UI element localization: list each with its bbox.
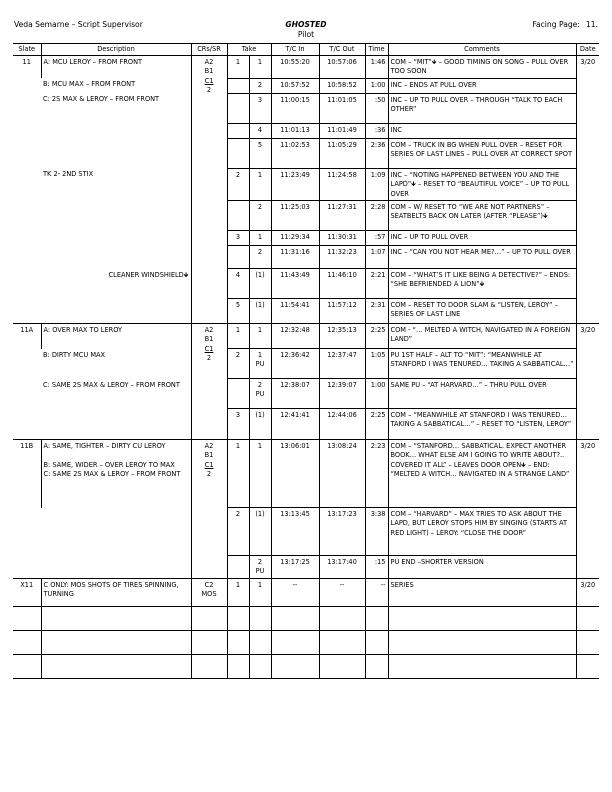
show-subtitle: Pilot [297, 30, 315, 39]
setup-number: 2 [227, 349, 249, 379]
take-row [13, 93, 599, 123]
shot-description: A: OVER MAX TO LEROY [41, 324, 191, 349]
camera-roll: A2 [204, 58, 214, 66]
tc-in: 11:54:41 [271, 299, 319, 324]
take-comments: COM – RESET TO DOOR SLAM & “LISTEN, LEROY” – SERIES OF LAST LINE [388, 299, 576, 324]
camera-roll: MOS [201, 590, 217, 599]
facing-page-label: Facing Page: [532, 20, 580, 29]
supervisor-name: Veda Semarne – Script Supervisor [14, 20, 143, 29]
tc-in: 11:29:34 [271, 231, 319, 246]
take-comments: SERIES [388, 578, 576, 606]
take-number: (1) [249, 269, 271, 299]
take-comments: INC [388, 123, 576, 138]
setup-number [227, 78, 249, 93]
setup-number: 2 [227, 168, 249, 200]
scene-date: 3/20 [576, 324, 599, 440]
take-comments: PU END –SHORTER VERSION [388, 556, 576, 579]
tc-out: 11:32:23 [319, 246, 365, 269]
crs-sr [191, 324, 227, 440]
tc-in: 13:06:01 [271, 440, 319, 508]
take-time: 1:09 [365, 168, 388, 200]
crs-sr [191, 578, 227, 606]
camera-roll: A2 [204, 442, 214, 451]
tc-out: 13:17:40 [319, 556, 365, 579]
blank-cell [576, 630, 599, 654]
scene-block [13, 56, 599, 324]
tc-out: 11:27:31 [319, 201, 365, 231]
blank-cell [388, 630, 576, 654]
take-time: 1:00 [365, 78, 388, 93]
take-number: 2 PU [249, 556, 271, 579]
crs-sr [191, 56, 227, 324]
take-time: 1:46 [365, 56, 388, 79]
col-take: Take [227, 44, 271, 56]
tc-in: 11:25:03 [271, 201, 319, 231]
tc-out: 12:39:07 [319, 379, 365, 409]
col-slate: Slate [13, 44, 41, 56]
col-crs-sr: CRs/SR [191, 44, 227, 56]
take-number: 3 [249, 93, 271, 123]
facing-page [532, 20, 598, 30]
take-number: 1 [249, 578, 271, 606]
shot-description: A: MCU LEROY – FROM FRONT [41, 56, 191, 79]
take-number: 1 [249, 440, 271, 508]
blank-cell [41, 606, 191, 630]
blank-cell [249, 630, 271, 654]
take-comments: INC – ENDS AT PULL OVER [388, 78, 576, 93]
shot-description [41, 299, 191, 324]
take-number: (1) [249, 409, 271, 440]
take-time: 2:21 [365, 269, 388, 299]
take-row [13, 78, 599, 93]
setup-number: 4 [227, 269, 249, 299]
take-time: 2:31 [365, 299, 388, 324]
blank-cell [319, 654, 365, 678]
blank-cell [388, 606, 576, 630]
tc-out: 11:24:58 [319, 168, 365, 200]
shot-description: B: DIRTY MCU MAX [43, 350, 106, 359]
shot-description [41, 231, 191, 246]
take-comments: INC – “NOTING HAPPENED BETWEEN YOU AND THE LAPD”🡻 – RESET TO “BEAUTIFUL VOICE” – UP TO PULL OVER [388, 168, 576, 200]
blank-row [13, 606, 599, 630]
take-number: 2 [249, 246, 271, 269]
blank-cell [41, 630, 191, 654]
empty-rows [13, 606, 599, 678]
take-row [13, 201, 599, 231]
take-number: 5 [249, 138, 271, 168]
camera-roll: C2 [204, 580, 214, 589]
camera-roll: C1 [204, 344, 214, 353]
take-time: 1:07 [365, 246, 388, 269]
camera-roll: B1 [204, 451, 214, 460]
scene-date: 3/20 [576, 56, 599, 324]
take-row [13, 556, 599, 579]
blank-cell [365, 630, 388, 654]
tc-in: 11:00:15 [271, 93, 319, 123]
take-row [13, 231, 599, 246]
take-comments: COM – “MIT”🡻 – GOOD TIMING ON SONG – PULL OVER TOO SOON [388, 56, 576, 79]
blank-row [13, 630, 599, 654]
take-comments: INC – UP TO PULL OVER – THROUGH “TALK TO EACH OTHER” [388, 93, 576, 123]
take-comments: COM – W/ RESET TO “WE ARE NOT PARTNERS” – SEATBELTS BACK ON LATER (AFTER “PLEASE”)🡻 [388, 201, 576, 231]
blank-cell [227, 606, 249, 630]
take-number: 1 [249, 231, 271, 246]
blank-cell [227, 654, 249, 678]
shot-description [41, 556, 191, 579]
take-row [13, 246, 599, 269]
shot-description: TK 2- 2ND STIX [43, 170, 94, 179]
take-time: :36 [365, 123, 388, 138]
tc-in: 13:17:25 [271, 556, 319, 579]
take-row [13, 168, 599, 200]
take-row [13, 123, 599, 138]
scene-block [13, 440, 599, 579]
take-row [13, 324, 599, 349]
blank-cell [365, 606, 388, 630]
blank-cell [13, 654, 41, 678]
setup-number [227, 93, 249, 123]
tc-out: 10:57:06 [319, 56, 365, 79]
blank-cell [576, 606, 599, 630]
tc-in: 10:55:20 [271, 56, 319, 79]
shot-description [41, 508, 191, 556]
blank-cell [271, 606, 319, 630]
take-time: 2:25 [365, 324, 388, 349]
column-header-row [13, 44, 599, 56]
take-time: :50 [365, 93, 388, 123]
shot-description: C ONLY: MOS SHOTS OF TIRES SPINNING, TURNING [41, 578, 191, 606]
tc-in: 11:23:49 [271, 168, 319, 200]
script-supervisor-log-table [13, 43, 599, 679]
tc-out: 12:44:06 [319, 409, 365, 440]
col-tc-in: T/C In [271, 44, 319, 56]
shot-description: CLEANER WINDSHIELD🡻 [108, 270, 189, 279]
blank-cell [191, 606, 227, 630]
setup-number [227, 246, 249, 269]
blank-cell [388, 654, 576, 678]
take-comments: INC – UP TO PULL OVER [388, 231, 576, 246]
tc-in: 11:02:53 [271, 138, 319, 168]
tc-in: 12:41:41 [271, 409, 319, 440]
tc-out: 13:17:23 [319, 508, 365, 556]
scene-date: 3/20 [576, 578, 599, 606]
take-time: 3:38 [365, 508, 388, 556]
shot-description [41, 409, 191, 440]
setup-number: 1 [227, 578, 249, 606]
take-comments: COM - “… MELTED A WITCH, NAVIGATED IN A FOREIGN LAND” [388, 324, 576, 349]
blank-cell [191, 630, 227, 654]
tc-in: 12:38:07 [271, 379, 319, 409]
shot-description: B: MCU MAX – FROM FRONT [43, 80, 136, 89]
camera-roll: B1 [204, 67, 214, 76]
take-comments: PU 1ST HALF – ALT TO “MIT”: “MEANWHILE AT STANFORD I WAS TENURED… TAKING A SABBATICAL…” [388, 349, 576, 379]
take-comments: SAME PU – “AT HARVARD…” – THRU PULL OVER [388, 379, 576, 409]
take-number: 1 [249, 56, 271, 79]
take-number: 2 [249, 201, 271, 231]
take-row [13, 508, 599, 556]
tc-in: -- [271, 578, 319, 606]
take-number: 1 PU [249, 349, 271, 379]
col-comments: Comments [388, 44, 576, 56]
shot-description: A: SAME, TIGHTER – DIRTY CU LEROY B: SAME, WIDER – OVER LEROY TO MAX C: SAME 2S MAX & LEROY – FROM FRONT [41, 440, 191, 508]
setup-number: 3 [227, 409, 249, 440]
setup-number [227, 556, 249, 579]
take-row [13, 379, 599, 409]
take-time: 2:36 [365, 138, 388, 168]
blank-cell [271, 654, 319, 678]
setup-number [227, 138, 249, 168]
take-row [13, 299, 599, 324]
shot-description: C: 2S MAX & LEROY – FROM FRONT [43, 95, 160, 104]
setup-number [227, 201, 249, 231]
blank-cell [319, 630, 365, 654]
take-comments: COM – TRUCK IN BG WHEN PULL OVER – RESET FOR SERIES OF LAST LINES – PULL OVER AT CORRECT SPOT [388, 138, 576, 168]
tc-out: 11:01:05 [319, 93, 365, 123]
take-time: 2:28 [365, 201, 388, 231]
blank-cell [365, 654, 388, 678]
take-time: -- [365, 578, 388, 606]
setup-number: 5 [227, 299, 249, 324]
shot-description [41, 246, 191, 269]
take-number: 2 PU [249, 379, 271, 409]
take-comments: COM – “HARVARD” – MAX TRIES TO ASK ABOUT THE LAPD, BUT LEROY STOPS HIM BY SINGING (STARTS AT RED LIGHT) – LEROY: “CLOSE THE DOOR” [388, 508, 576, 556]
facing-page-number: 11. [585, 20, 598, 29]
blank-cell [319, 606, 365, 630]
tc-out: 11:46:10 [319, 269, 365, 299]
take-number: 1 [249, 324, 271, 349]
col-date: Date [576, 44, 599, 56]
take-time: :57 [365, 231, 388, 246]
take-row [13, 269, 599, 299]
take-number: 2 [249, 78, 271, 93]
tc-in: 13:13:45 [271, 508, 319, 556]
crs-sr [191, 440, 227, 579]
take-number: 4 [249, 123, 271, 138]
tc-out: 11:05:29 [319, 138, 365, 168]
show-title: GHOSTED [285, 20, 327, 29]
tc-in: 12:36:42 [271, 349, 319, 379]
take-row [13, 578, 599, 606]
col-tc-out: T/C Out [319, 44, 365, 56]
blank-cell [13, 630, 41, 654]
shot-description [41, 138, 191, 168]
setup-number: 1 [227, 440, 249, 508]
camera-roll: 2 [206, 470, 212, 479]
take-row [13, 138, 599, 168]
show-title-block [0, 20, 612, 40]
tc-out: 11:30:31 [319, 231, 365, 246]
scene-block [13, 324, 599, 440]
take-number: 1 [249, 168, 271, 200]
tc-in: 11:01:13 [271, 123, 319, 138]
camera-roll: 2 [206, 86, 212, 95]
take-row [13, 409, 599, 440]
take-comments: COM – “WHAT’S IT LIKE BEING A DETECTIVE?” – ENDS: “SHE BEFRIENDED A LION”🡻 [388, 269, 576, 299]
setup-number: 1 [227, 324, 249, 349]
take-row [13, 56, 599, 79]
take-time: 1:05 [365, 349, 388, 379]
blank-cell [227, 630, 249, 654]
slate-number: X11 [13, 578, 41, 606]
tc-out: 12:35:13 [319, 324, 365, 349]
camera-roll: C1 [204, 76, 214, 85]
take-number: (1) [249, 508, 271, 556]
blank-cell [13, 606, 41, 630]
scene-date: 3/20 [576, 440, 599, 579]
slate-number: 11B [13, 440, 41, 579]
col-description: Description [41, 44, 191, 56]
slate-number: 11 [22, 58, 31, 66]
blank-cell [271, 630, 319, 654]
take-time: 2:25 [365, 409, 388, 440]
take-time: :15 [365, 556, 388, 579]
tc-in: 12:32:48 [271, 324, 319, 349]
camera-roll: B1 [204, 335, 214, 344]
setup-number: 3 [227, 231, 249, 246]
shot-description [41, 123, 191, 138]
blank-cell [249, 654, 271, 678]
take-time: 2:23 [365, 440, 388, 508]
blank-cell [249, 606, 271, 630]
take-comments: COM – “STANFORD… SABBATICAL. EXPECT ANOTHER BOOK… WHAT ELSE AM I GOING TO WRITE ABOUT?.. COVERED IT ALL” – LEAVES DOOR OPEN🡻 – END: “MELTED A WITCH… NAVIGATED IN A STRANGE LAND” [388, 440, 576, 508]
take-number: (1) [249, 299, 271, 324]
scene-block [13, 578, 599, 606]
tc-out: 12:37:47 [319, 349, 365, 379]
tc-in: 10:57:52 [271, 78, 319, 93]
blank-cell [41, 654, 191, 678]
setup-number [227, 379, 249, 409]
take-row [13, 349, 599, 379]
camera-roll: 2 [206, 354, 212, 363]
tc-out: 11:57:12 [319, 299, 365, 324]
tc-out: -- [319, 578, 365, 606]
blank-row [13, 654, 599, 678]
tc-out: 10:58:52 [319, 78, 365, 93]
blank-cell [191, 654, 227, 678]
tc-in: 11:43:49 [271, 269, 319, 299]
slate-number: 11A [13, 324, 41, 440]
take-comments: INC – “CAN YOU NOT HEAR ME?…” – UP TO PULL OVER [388, 246, 576, 269]
camera-roll: A2 [204, 326, 214, 335]
camera-roll: C1 [204, 460, 214, 469]
setup-number [227, 123, 249, 138]
col-time: Time [365, 44, 388, 56]
take-time: 1:00 [365, 379, 388, 409]
setup-number: 1 [227, 56, 249, 79]
setup-number: 2 [227, 508, 249, 556]
take-comments: COM – “MEANWHILE AT STANFORD I WAS TENURED…TAKING A SABBATICAL…” – RESET TO “LISTEN, LEROY” [388, 409, 576, 440]
blank-cell [576, 654, 599, 678]
shot-description [41, 201, 191, 231]
tc-out: 11:01:49 [319, 123, 365, 138]
tc-in: 11:31:16 [271, 246, 319, 269]
take-row [13, 440, 599, 508]
tc-out: 13:08:24 [319, 440, 365, 508]
shot-description: C: SAME 2S MAX & LEROY – FROM FRONT [43, 380, 180, 389]
